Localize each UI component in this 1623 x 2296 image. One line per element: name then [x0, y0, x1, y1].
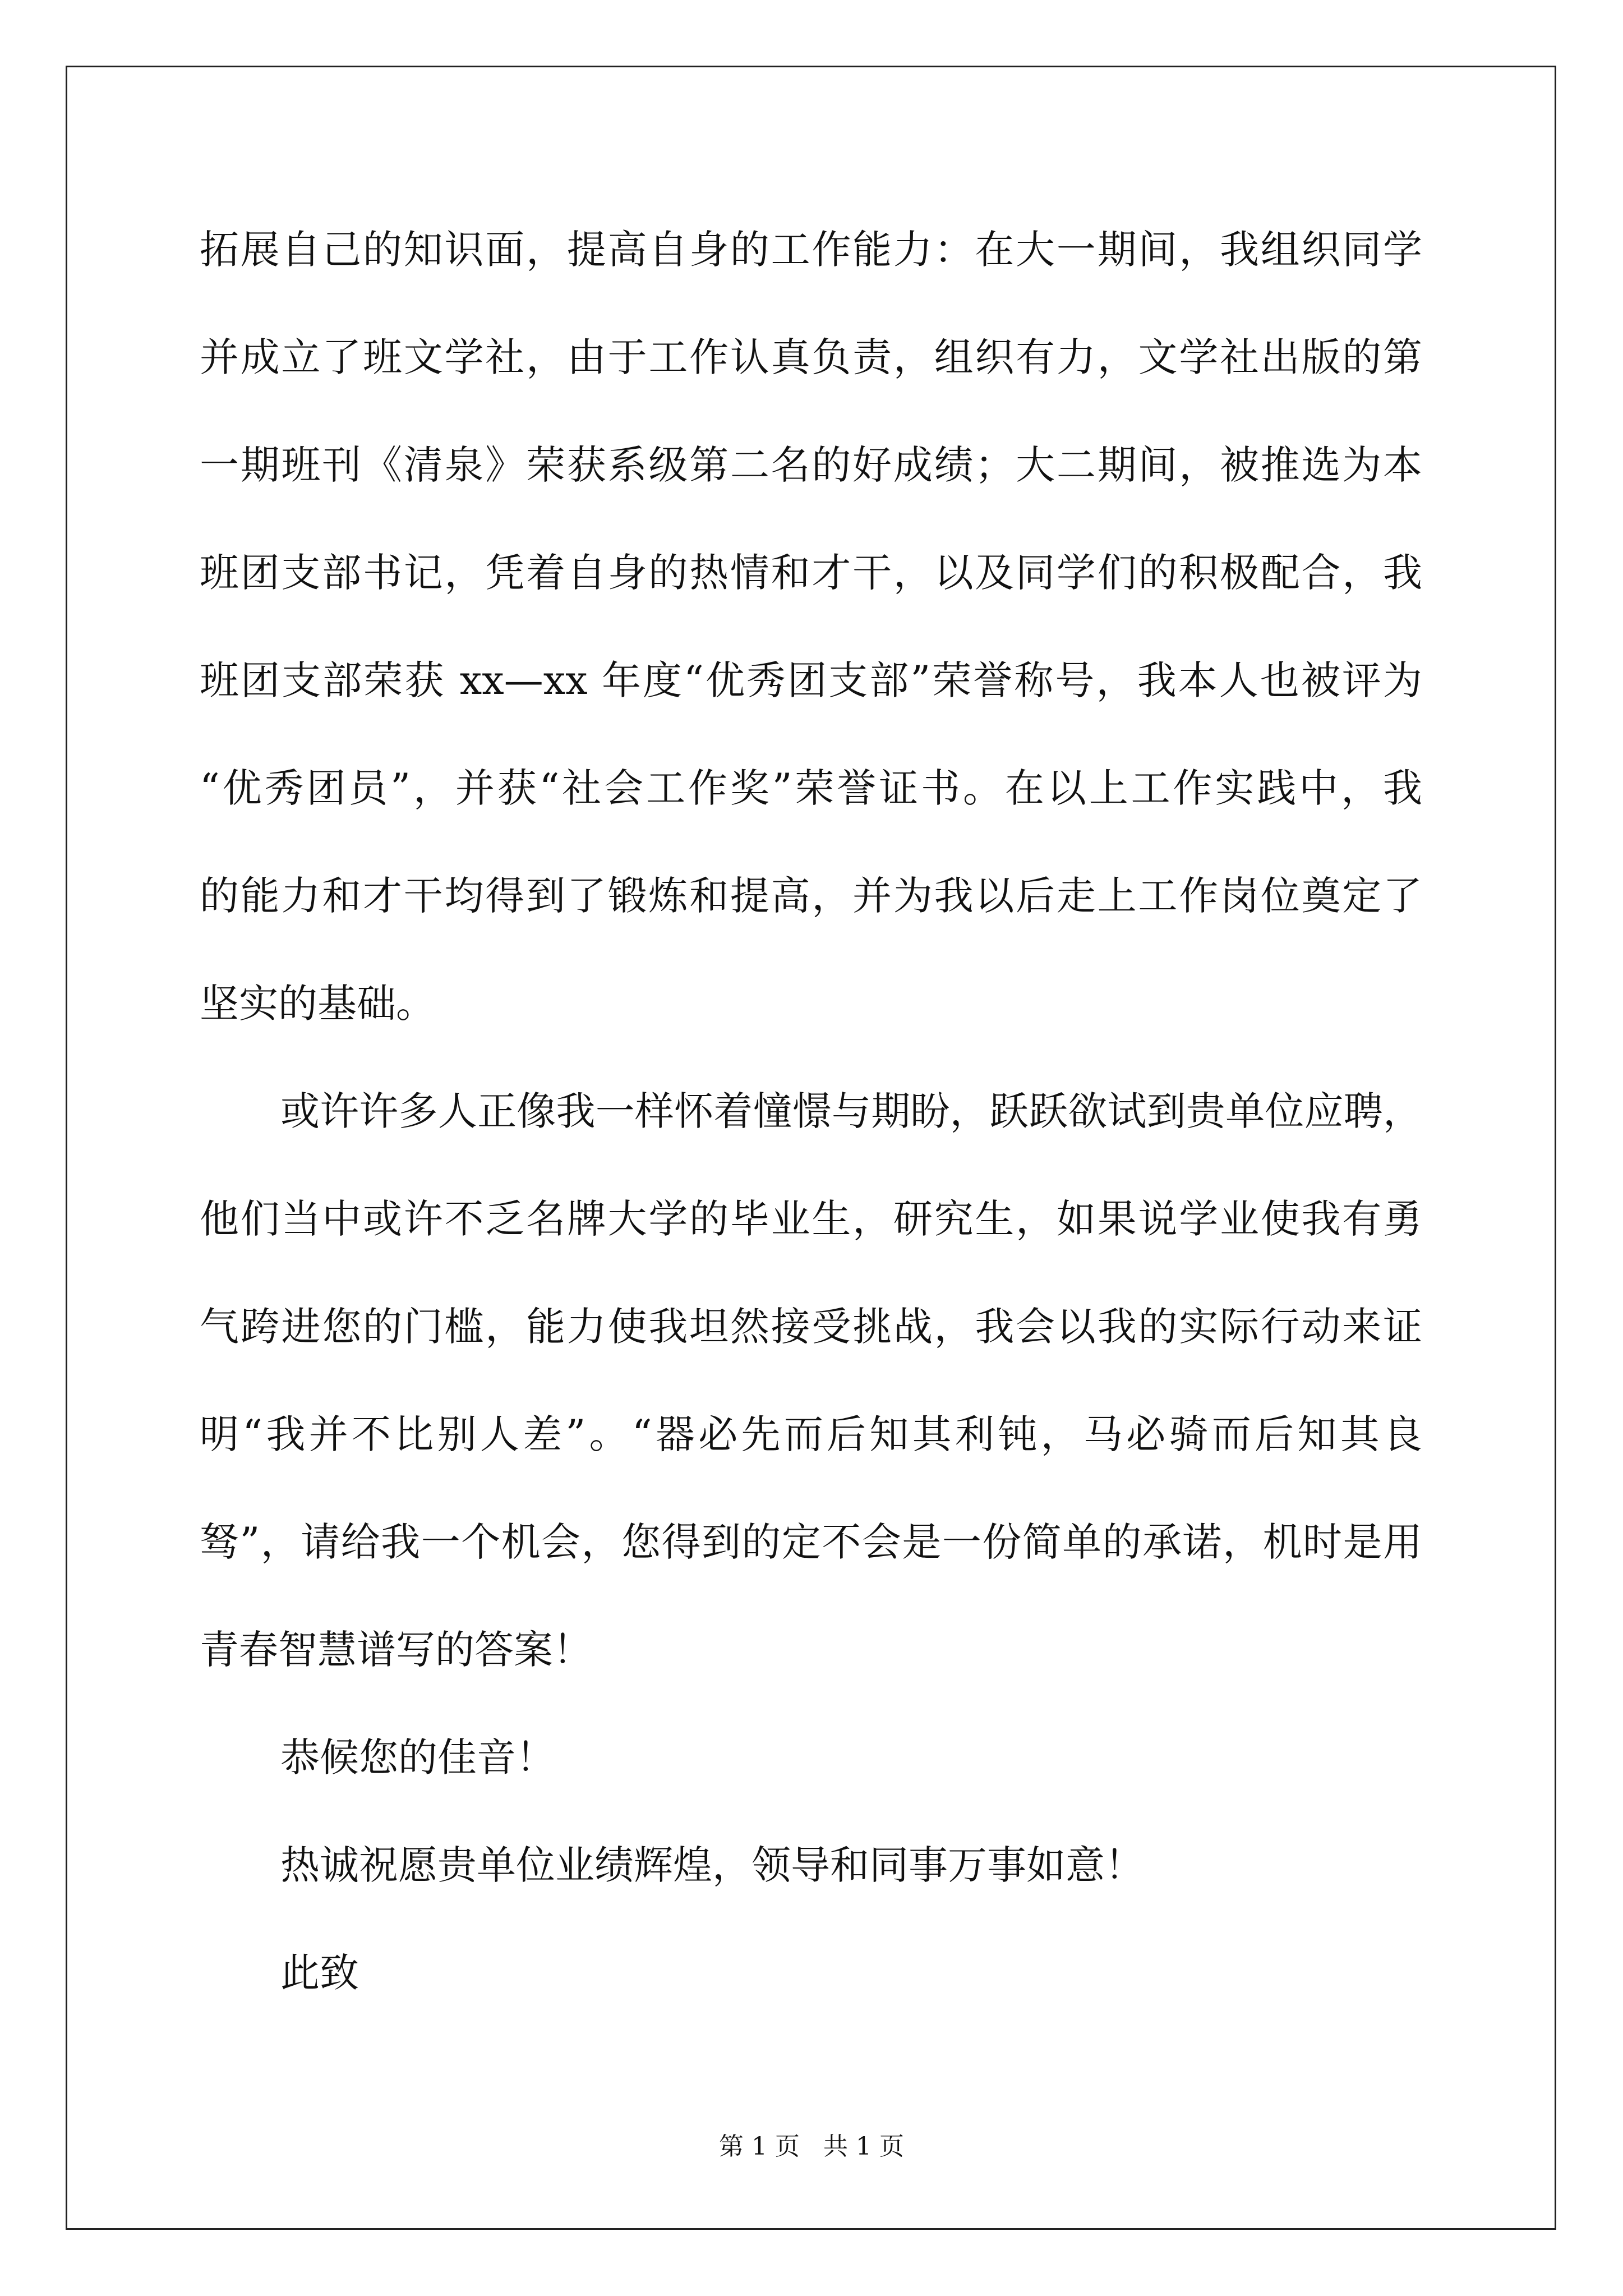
body-line-3: 一期班刊《清泉》荣获系级第二名的好成绩；大二期间，被推选为本 — [200, 442, 1422, 488]
closing-line-1: 恭候您的佳音！ — [280, 1734, 555, 1780]
body-line-2: 并成立了班文学社，由于工作认真负责，组织有力，文学社出版的第 — [200, 334, 1422, 380]
body-line-12: 明“我并不比别人差”。“器必先而后知其利钝，马必骑而后知其良 — [200, 1411, 1422, 1457]
body-line-13: 驽”，请给我一个机会，您得到的定不会是一份简单的承诺，机时是用 — [200, 1519, 1422, 1565]
body-line-9: 或许许多人正像我一样怀着憧憬与期盼，跃跃欲试到贵单位应聘， — [280, 1088, 1422, 1134]
body-line-11: 气跨进您的门槛，能力使我坦然接受挑战，我会以我的实际行动来证 — [200, 1304, 1422, 1350]
body-line-1: 拓展自己的知识面，提高自身的工作能力：在大一期间，我组织同学 — [200, 227, 1422, 273]
page-border — [66, 66, 1556, 2230]
page-footer: 第 1 页 共 1 页 — [719, 2132, 904, 2161]
body-line-10: 他们当中或许不乏名牌大学的毕业生，研究生，如果说学业使我有勇 — [200, 1196, 1422, 1242]
body-line-5: 班团支部荣获 xx—xx 年度“优秀团支部”荣誉称号，我本人也被评为 — [200, 657, 1422, 703]
body-line-6: “优秀团员”，并获“社会工作奖”荣誉证书。在以上工作实践中，我 — [200, 765, 1422, 811]
body-line-8: 坚实的基础。 — [200, 981, 435, 1027]
body-line-14: 青春智慧谱写的答案！ — [200, 1627, 592, 1673]
salutation-line: 此致 — [280, 1950, 359, 1996]
body-line-7: 的能力和才干均得到了锻炼和提高，并为我以后走上工作岗位奠定了 — [200, 873, 1422, 919]
body-line-4: 班团支部书记，凭着自身的热情和才干，以及同学们的积极配合，我 — [200, 550, 1422, 596]
closing-line-2: 热诚祝愿贵单位业绩辉煌，领导和同事万事如意！ — [280, 1842, 1144, 1888]
